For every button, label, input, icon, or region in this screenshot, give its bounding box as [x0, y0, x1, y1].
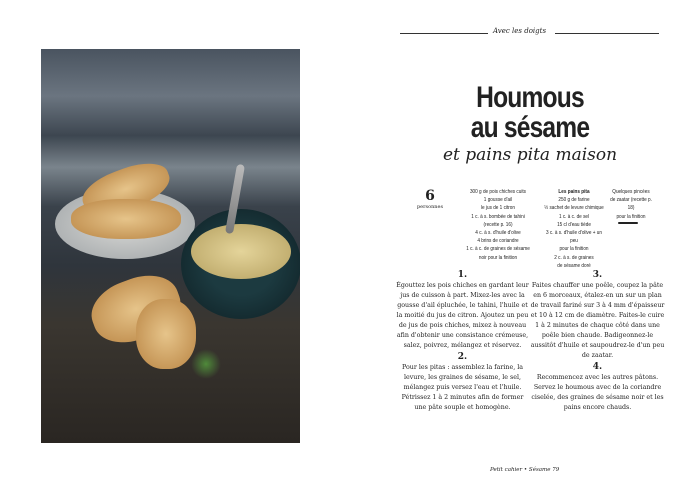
ingredient-line: 2 c. à s. de graines: [554, 254, 594, 261]
ingredient-line: 4 c. à s. d'huile d'olive: [475, 230, 521, 237]
title-line: au sésame: [470, 111, 590, 144]
ingredient-line: 1 c. à c. de graines de sésame: [466, 246, 530, 253]
step-text: Pour les pitas : assemblez la farine, la levure, les graines de sésame, le sel, mélangez puis versez l'eau et l'huile. Pétrissez 1 à 2 minutes afin de former une pâte souple et homogène.: [401, 364, 524, 411]
recipe-subtitle: et pains pita maison: [442, 145, 618, 165]
herb: [191, 349, 221, 379]
ingredient-line: 1 gousse d'ail: [483, 197, 513, 204]
title-line: Houmous: [476, 81, 584, 114]
ingredient-line: 15 cl d'eau tiède: [557, 221, 591, 228]
ingredient-line: 1 c. à c. de sel: [558, 213, 590, 220]
pita-bread: [136, 299, 196, 369]
recipe-photo: [41, 49, 300, 443]
decorative-flourish: [618, 222, 638, 224]
ingredients-pita: [542, 188, 607, 270]
servings-badge: [405, 188, 455, 220]
ingredient-line: (recette p. 16): [483, 221, 513, 228]
step-number: 2.: [457, 352, 468, 362]
step-2: [395, 352, 530, 413]
step-text: Recommencez avec les autres pâtons. Servez le houmous avec de la coriandre ciselée, des graines de sésame noir et les pains encore chauds.: [531, 374, 664, 411]
ingredient-line: noir pour la finition: [478, 254, 518, 261]
ingredient-line: pour la finition: [616, 213, 646, 220]
ingredient-line: 4 brins de coriandre: [477, 238, 519, 245]
ingredient-line: 1 c. à s. bombée de tahini: [471, 213, 525, 220]
section-title: Avec les doigts: [493, 27, 547, 35]
ingredients-extra: [609, 188, 654, 221]
ingredient-line: de sésame doré: [557, 262, 591, 269]
servings-count: 6: [425, 188, 435, 204]
ingredient-line: pour la finition: [559, 246, 589, 253]
step-number: 4.: [592, 362, 603, 372]
ingredient-line: Quelques pincées: [612, 189, 650, 195]
ingredient-line: 3 c. à s. d'huile d'olive + un peu: [546, 230, 602, 245]
ingredient-line: 300 g de pois chiches cuits: [469, 189, 527, 195]
step-3: [530, 270, 665, 361]
divider: [400, 33, 488, 34]
ingredient-line: de zaatar (recette p. 18): [610, 197, 652, 212]
hummus: [191, 224, 291, 279]
ingredients-hummus: [466, 188, 531, 262]
step-text: Égouttez les pois chiches en gardant leur jus de cuisson à part. Mixez-les avec la gousse d'ail épluchée, le tahini, l'huile et la moitié du jus de citron. Ajoutez un peu de jus de pois chiches, mixez à nouveau afin d'obtenir une consistance crémeuse, salez, poivrez, mélangez et réservez.: [396, 282, 529, 349]
step-4: [530, 362, 665, 413]
step-1: [395, 270, 530, 351]
servings-label: personnes: [416, 204, 444, 210]
pita-bread: [71, 199, 181, 239]
divider: [555, 33, 659, 34]
recipe-title: [423, 83, 636, 143]
ingredient-line: le jus de 1 citron: [480, 205, 516, 212]
step-number: 3.: [592, 270, 603, 280]
ingredient-line: 250 g de farine: [558, 197, 590, 204]
step-number: 1.: [457, 270, 468, 280]
page-footer: Petit cahier • Sésame 79: [490, 467, 560, 473]
ingredients-pita-title: Les pains pita: [558, 189, 590, 195]
step-text: Faites chauffer une poêle, coupez la pâte en 6 morceaux, étalez-en un sur un plan de travail fariné sur 3 à 4 mm d'épaisseur et 10 à 12 cm de diamètre. Faites-le cuire 1 à 2 minutes de chaque côté dans une poêle bien chaude. Badigeonnez-le aussitôt d'huile et saupoudrez-le d'un peu de zaatar.: [530, 282, 665, 359]
ingredient-line: ½ sachet de levure chimique: [544, 205, 604, 212]
